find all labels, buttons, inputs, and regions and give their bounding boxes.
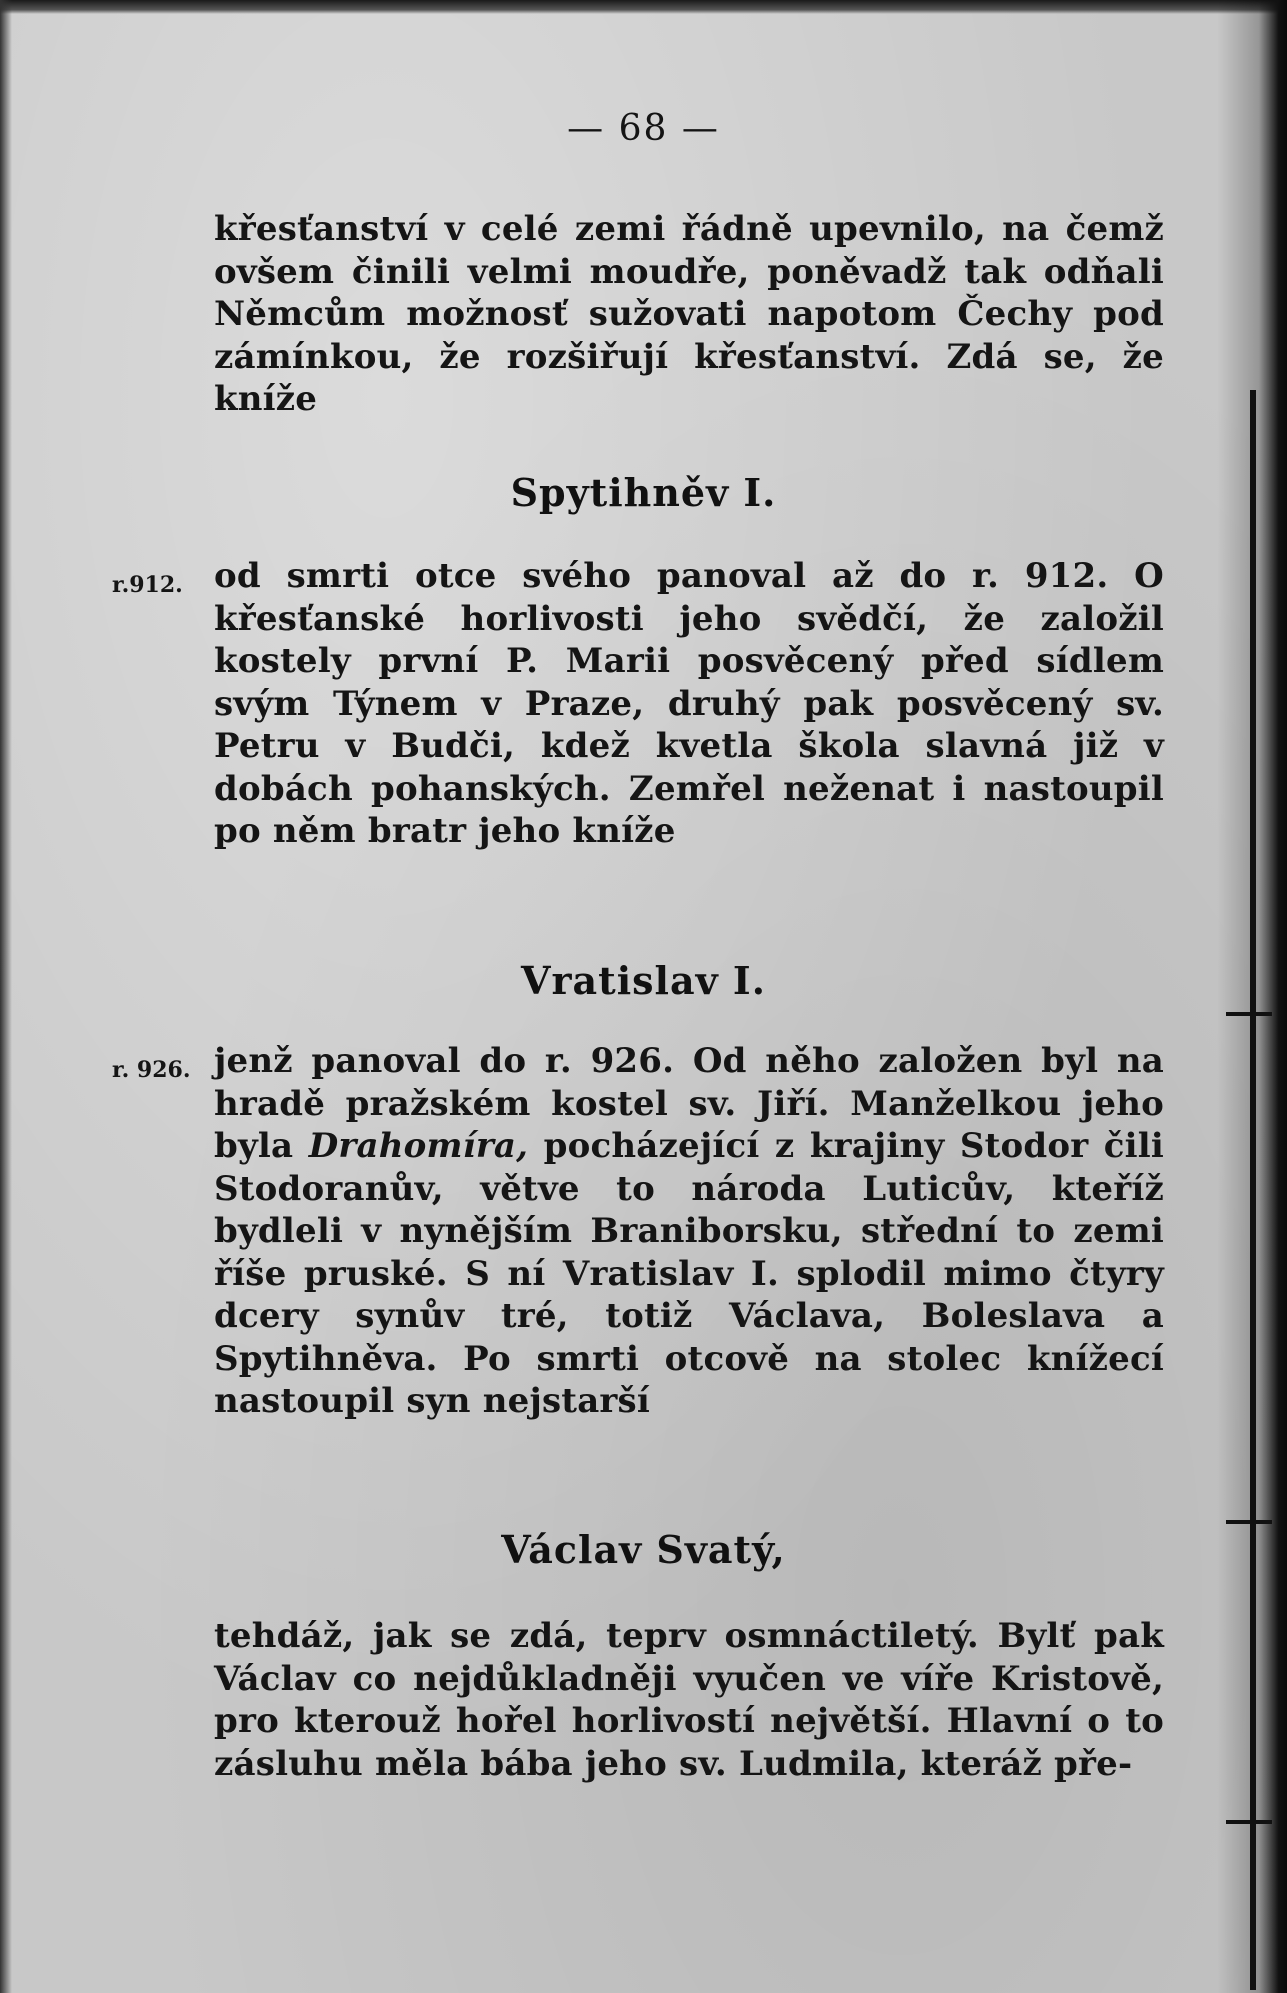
- binding-thread-line: [1250, 390, 1256, 1990]
- page-top-edge-shadow: [0, 0, 1287, 14]
- binding-stitch-mark: [1226, 1012, 1272, 1016]
- paragraph-spytihnev: od smrti otce svého panoval až do r. 912. O křesťanské horlivosti jeho svědčí, že založil kostely první P. Marii posvěcený před sídlem svým Týnem v Praze, druhý pak posvěcený sv. Petru v Budči, kdež kvetla škola slavná již v dobách pohanských. Zemřel neženat i nastoupil po něm bratr jeho kníže: [214, 556, 1164, 851]
- text-run: jenž panoval do r. 926. Od něho založen byl na hradě pražském kostel sv. Jiří. Manželkou jeho byla: [214, 1041, 1164, 1166]
- heading-vratislav: Vratislav I.: [521, 958, 766, 1003]
- paragraph-intro: křesťanství v celé zemi řádně upevnilo, na čemž ovšem činili velmi moudře, poněvadž tak odňali Němcům možnosť sužovati napotom Čechy pod zámínkou, že rozšiřují křesťanství. Zdá se, že kníže: [214, 209, 1164, 419]
- heading-spytihnev: Spytihněv I.: [510, 470, 777, 515]
- paragraph-vaclav: tehdáž, jak se zdá, teprv osmnáctiletý. Bylť pak Václav co nejdůkladněji vyučen ve víře Kristově, pro kterouž hořel horlivostí největší. Hlavní o to zásluhu měla bába jeho sv. Ludmila, kteráž pře-: [214, 1616, 1164, 1784]
- page-number: — 68 —: [567, 108, 720, 149]
- text-run: pocházející z krajiny Stodor čili Stodoranův, větve to národa Luticův, kteříž bydleli v nynějším Braniborsku, střední to zemi říše pruské. S ní Vratislav I. splodil mimo čtyry dcery synův tré, totiž Václava, Boleslava a Spytihněva. Po smrti otcově na stolec knížecí nastoupil syn nejstarší: [214, 1126, 1164, 1421]
- binding-stitch-mark: [1226, 1520, 1272, 1524]
- heading-vaclav: Václav Svatý,: [501, 1527, 786, 1572]
- name-drahomira: Drahomíra,: [308, 1126, 529, 1166]
- marginal-year-912: r.912.: [112, 572, 183, 598]
- marginal-year-926: r. 926.: [112, 1057, 191, 1083]
- paragraph-vratislav: [214, 1040, 1164, 1423]
- binding-stitch-mark: [1226, 1820, 1272, 1824]
